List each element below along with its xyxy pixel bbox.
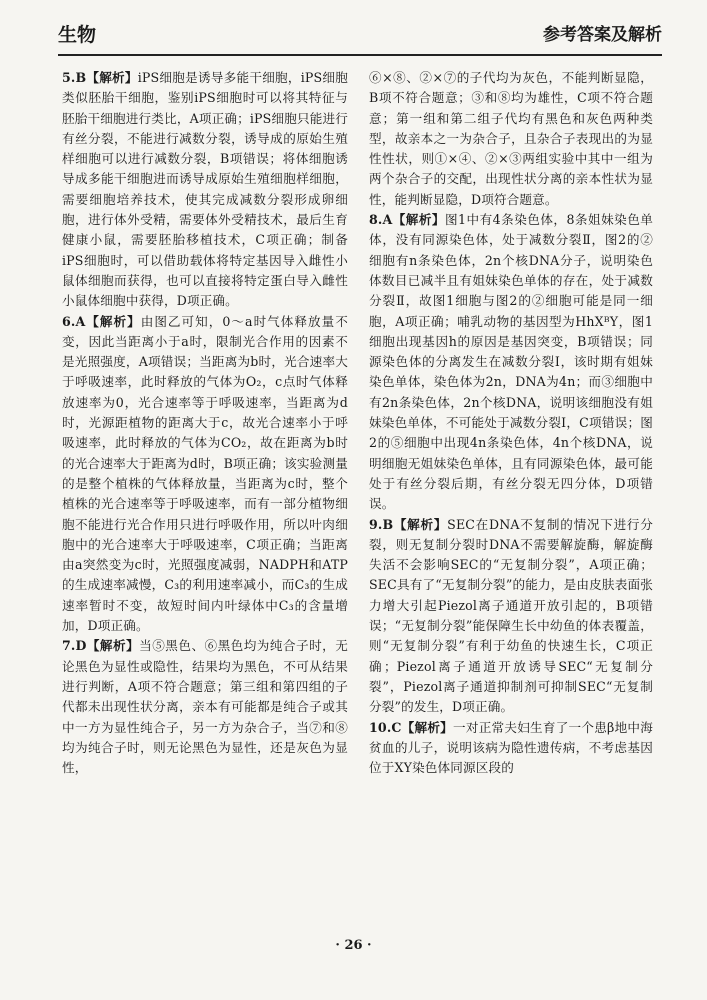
answer-key-title: 参考答案及解析 (543, 25, 662, 45)
subject-title: 生物 (58, 24, 97, 46)
question-6: 6.A【解析】由图乙可知，0～a时气体释放量不变，因此当距离小于a时，限制光合作用的因素不是光照强度，A项错误；当距离为b时，光合速率大于呼吸速率，此时释放的气体为O₂，c点时气体释放速率为0，光合速率等于呼吸速率，当距离为d时，光源距植物的距离大于c，故光合速率小于呼吸速率，此时释放的气体为CO₂，故在距离为b时的光合速率大于距离为d时，B项正确；该实验测量的是整个植株的气体释放量，当距离为c时，整个植株的光合速率等于呼吸速率，而有一部分植物细胞不能进行光合作用只进行呼吸作用，所以叶肉细胞中的光合速率大于呼吸速率，C项正确；当距离由a突然变为c时，光照强度减弱，NADPH和ATP的生成速率减慢，C₃的利用速率减小，而C₃的生成速率暂时不变，故短时间内叶绿体中C₃的含量增加，D项正确。 (62, 313, 348, 634)
left-column (62, 68, 348, 778)
question-8: 8.A【解析】图1中有4条染色体，8条姐妹染色单体，没有同源染色体，处于减数分裂Ⅱ，图2的②细胞有n条染色体，2n个核DNA分子，说明染色体数目已减半且有姐妹染色单体的存在，处于减数分裂Ⅱ，故图1细胞与图2的②细胞可能是同一细胞，A项正确；哺乳动物的基因型为HhXᴮY，图1细胞出现基因h的原因是基因突变，B项错误；同源染色体的分离发生在减数分裂Ⅰ，该时期有姐妹染色单体，染色体为2n，DNA为4n；而③细胞中有2n条染色体，2n个核DNA，说明该细胞没有姐妹染色单体，不可能处于减数分裂Ⅰ，C项错误；图2的⑤细胞中出现4n条染色体，4n个核DNA，说明细胞无姐妹染色单体，且有同源染色体，最可能处于有丝分裂后期，有丝分裂无四分体，D项错误。 (369, 212, 653, 512)
question-7-continued: ⑥×⑧、②×⑦的子代均为灰色，不能判断显隐，B项不符合题意；③和⑧均为雄性，C项不符合题意；第一组和第二组子代均有黑色和灰色两种类型，故亲本之一为杂合子，且杂合子表现出的为显性性状，则①×④、②×③两组实验中其中一组为两个杂合子的交配，出现性状分离的亲本性状为显性，能判断显隐，D项符合题意。 (369, 70, 653, 207)
question-10: 10.C【解析】一对正常夫妇生育了一个患β地中海贫血的儿子，说明该病为隐性遗传病，不考虑基因位于XY染色体同源区段的 (369, 719, 653, 776)
header-rule (58, 54, 662, 56)
question-9: 9.B【解析】SEC在DNA不复制的情况下进行分裂，则无复制分裂时DNA不需要解旋酶，解旋酶失活不会影响SEC的“无复制分裂”，A项正确；SEC具有了“无复制分裂”的能力，是由皮肤表面张力增大引起Piezol离子通道开放引起的，B项错误；“无复制分裂”能保障生长中幼鱼的体表覆盖，则“无复制分裂”有利于幼鱼的快速生长，C项正确；Piezol离子通道开放诱导SEC“无复制分裂”，Piezol离子通道抑制剂可抑制SEC“无复制分裂”的发生，D项正确。 (369, 516, 653, 715)
right-column (369, 68, 653, 778)
question-7: 7.D【解析】当⑤黑色、⑥黑色均为纯合子时，无论黑色为显性或隐性，结果均为黑色，不可从结果进行判断，A项不符合题意；第三组和第四组的子代都未出现性状分离，亲本有可能都是纯合子或其中一方为显性纯合子，另一方为杂合子，当⑦和⑧均为纯合子时，则无论黑色为显性，还是灰色为显性， (62, 638, 348, 776)
page-header (58, 20, 662, 60)
page-number: · 26 · (335, 938, 372, 953)
question-5: 5.B【解析】iPS细胞是诱导多能干细胞，iPS细胞类似胚胎干细胞，鉴别iPS细胞时可以将其特征与胚胎干细胞进行类比，A项正确；iPS细胞只能进行有丝分裂，不能进行减数分裂，诱导成的原始生殖样细胞可以进行减数分裂，B项错误；将体细胞诱导成多能干细胞进而诱导成原始生殖细胞样细胞，需要细胞培养技术，使其完成减数分裂形成卵细胞，进行体外受精，需要体外受精技术，最后生育健康小鼠，需要胚胎移植技术，C项正确；制备iPS细胞时，可以借助载体将特定基因导入雌性小鼠体细胞而获得，也可以直接将特定蛋白导入雌性小鼠体细胞中获得，D项正确。 (62, 70, 349, 309)
